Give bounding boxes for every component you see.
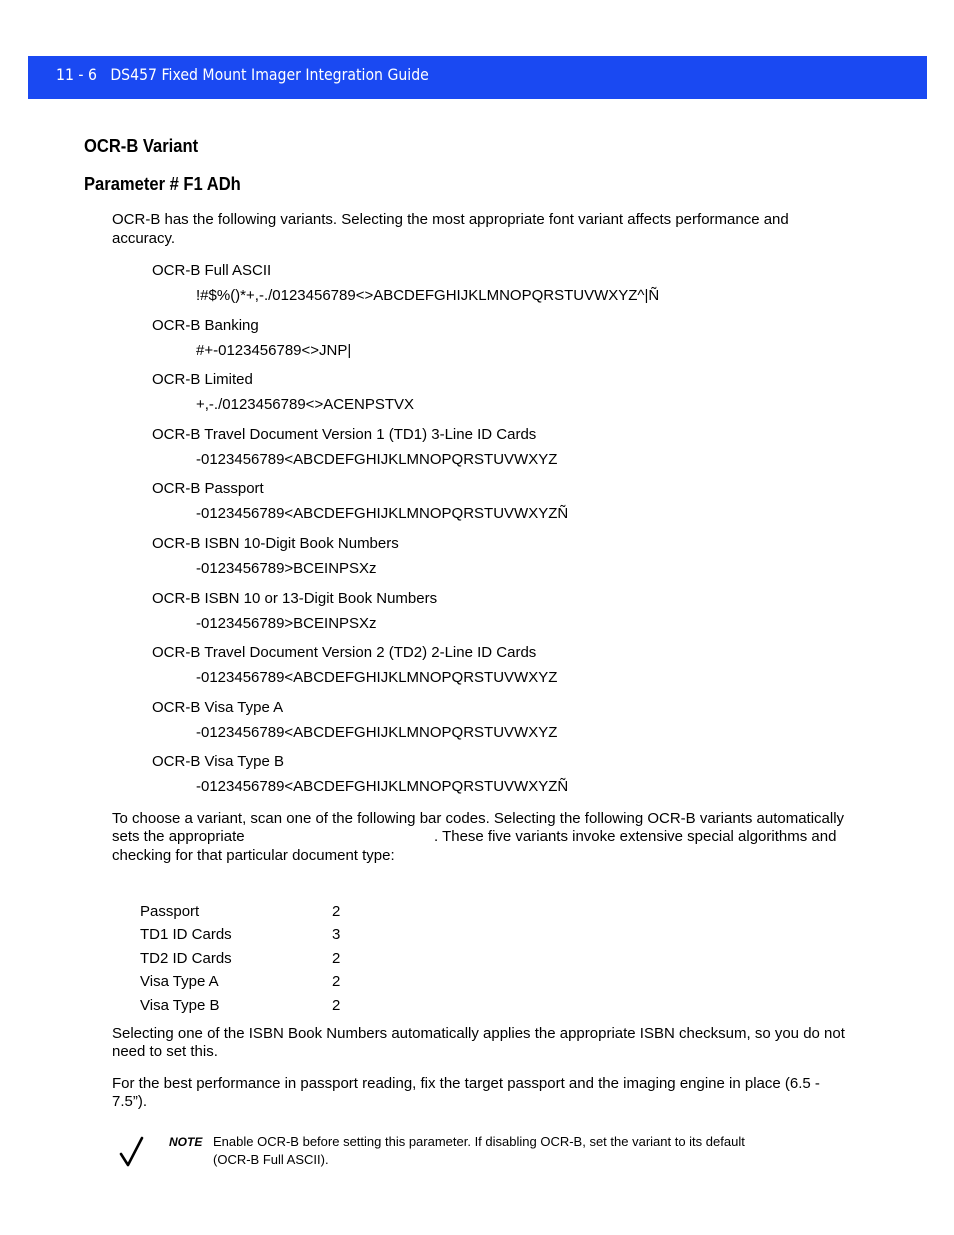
- variant-name: OCR-B Travel Document Version 2 (TD2) 2-Line ID Cards: [152, 644, 537, 662]
- variant-charset: -0123456789<ABCDEFGHIJKLMNOPQRSTUVWXYZ: [196, 450, 558, 468]
- variant-charset: -0123456789<ABCDEFGHIJKLMNOPQRSTUVWXYZÑ: [196, 505, 569, 523]
- choose-line-2b: . These five variants invoke extensive special algorithms and: [434, 828, 837, 845]
- checkmark-icon: [118, 1136, 146, 1168]
- variant-charset: +,-./0123456789<>ACENPSTVX: [196, 396, 415, 414]
- table-row-label: Visa Type A: [140, 973, 219, 991]
- variant-charset: -0123456789>BCEINPSXz: [196, 614, 377, 632]
- variant-charset: -0123456789<ABCDEFGHIJKLMNOPQRSTUVWXYZÑ: [196, 778, 569, 796]
- section-title: OCR-B Variant: [84, 136, 199, 156]
- variant-name: OCR-B Passport: [152, 480, 264, 498]
- choose-line-3: checking for that particular document type:: [112, 847, 395, 864]
- table-row-value: 3: [332, 926, 341, 944]
- guide-title: DS457 Fixed Mount Imager Integration Guide: [110, 65, 429, 84]
- table-row-value: 2: [332, 973, 341, 991]
- variant-name: OCR-B Limited: [152, 371, 253, 389]
- table-row-label: TD1 ID Cards: [140, 926, 232, 944]
- page-header: [56, 65, 429, 84]
- note-line-1: Enable OCR-B before setting this parameter. If disabling OCR-B, set the variant to its default: [213, 1134, 745, 1149]
- variant-name: OCR-B ISBN 10 or 13-Digit Book Numbers: [152, 589, 438, 607]
- isbn-line-1: Selecting one of the ISBN Book Numbers automatically applies the appropriate ISBN checksum, so you do not: [112, 1025, 845, 1042]
- intro-line-1: OCR-B has the following variants. Selecting the most appropriate font variant affects performance and: [112, 211, 789, 228]
- note-label: NOTE: [169, 1135, 203, 1149]
- table-row-value: 2: [332, 949, 341, 967]
- variant-charset: -0123456789>BCEINPSXz: [196, 560, 377, 577]
- variant-name: OCR-B Travel Document Version 1 (TD1) 3-Line ID Cards: [152, 425, 537, 443]
- variant-charset: #+-0123456789<>JNP|: [196, 341, 352, 359]
- table-row-label: Visa Type B: [140, 996, 220, 1014]
- intro-line-2: accuracy.: [112, 230, 176, 247]
- page-number: 11 - 6: [56, 65, 97, 84]
- choose-line-2a: sets the appropriate: [112, 828, 245, 845]
- variant-charset: !#$%()*+,-./0123456789<>ABCDEFGHIJKLMNOPQRSTUVWXYZ^|Ñ: [196, 287, 660, 304]
- table-row-value: 2: [332, 903, 341, 920]
- variant-name: OCR-B Banking: [152, 316, 259, 334]
- table-row-label: Passport: [140, 903, 200, 920]
- variant-charset: -0123456789<ABCDEFGHIJKLMNOPQRSTUVWXYZ: [196, 669, 558, 687]
- table-row-value: 2: [332, 996, 341, 1014]
- variant-name: OCR-B Visa Type A: [152, 698, 284, 716]
- variant-name: OCR-B Visa Type B: [152, 753, 284, 771]
- isbn-line-2: need to set this.: [112, 1043, 218, 1060]
- passport-line-2: 7.5”).: [112, 1093, 148, 1110]
- choose-line-1: To choose a variant, scan one of the following bar codes. Selecting the following OCR-B variants automatically: [112, 810, 845, 827]
- table-row-label: TD2 ID Cards: [140, 949, 232, 967]
- note-line-2: (OCR-B Full ASCII).: [213, 1152, 329, 1167]
- variant-name: OCR-B Full ASCII: [152, 262, 272, 279]
- passport-line-1: For the best performance in passport reading, fix the target passport and the imaging engine in place (6.5 -: [112, 1075, 820, 1092]
- variant-name: OCR-B ISBN 10-Digit Book Numbers: [152, 535, 399, 552]
- parameter-heading: Parameter # F1 ADh: [84, 174, 241, 194]
- variant-charset: -0123456789<ABCDEFGHIJKLMNOPQRSTUVWXYZ: [196, 723, 558, 741]
